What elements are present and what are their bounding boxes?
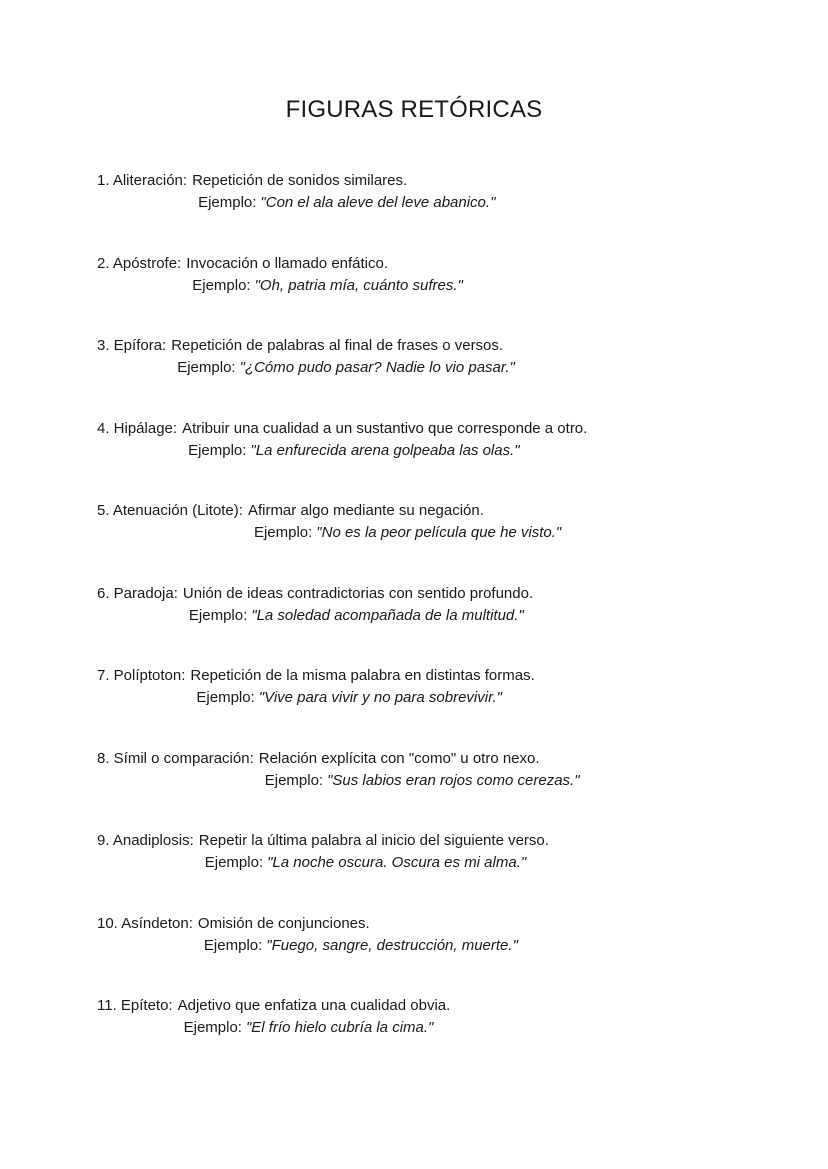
figure-term: 3. Epífora:	[97, 337, 167, 354]
figure-example-line	[178, 1017, 731, 1039]
figure-example-line	[186, 275, 731, 297]
example-text: "Con el ala aleve del leve abanico."	[260, 194, 496, 211]
example-label: Ejemplo:	[188, 606, 248, 624]
example-text: "La soledad acompañada de la multitud."	[251, 606, 524, 624]
list-item	[97, 418, 731, 462]
figure-example-line	[190, 687, 731, 709]
figure-definition: Invocación o llamado enfático.	[186, 254, 389, 272]
figure-term: 9. Anadiplosis:	[97, 832, 194, 849]
figure-definition: Repetir la última palabra al inicio del siguiente verso.	[198, 832, 549, 849]
example-text: "La noche oscura. Oscura es mi alma."	[267, 854, 527, 871]
figure-term: 7. Políptoton:	[97, 667, 186, 684]
example-label: Ejemplo:	[203, 936, 263, 954]
figure-term: 6. Paradoja:	[97, 584, 178, 602]
example-label: Ejemplo:	[188, 441, 247, 459]
list-item	[97, 830, 731, 874]
figure-definition: Repetición de la misma palabra en distintas formas.	[190, 667, 535, 684]
figure-example-line	[259, 770, 731, 792]
figure-definition: Omisión de conjunciones.	[197, 914, 370, 932]
figure-definition: Unión de ideas contradictorias con sentido profundo.	[182, 584, 534, 602]
figure-example-line	[199, 852, 731, 874]
figures-list	[97, 170, 731, 1039]
figure-term: 1. Aliteración:	[97, 172, 188, 189]
list-item	[97, 913, 731, 957]
page-title: FIGURAS RETÓRICAS	[285, 96, 543, 123]
figure-definition: Relación explícita con "como" u otro nexo.	[258, 749, 540, 767]
figure-definition: Atribuir una cualidad a un sustantivo que corresponde a otro.	[182, 419, 588, 437]
figure-example-line	[182, 440, 731, 462]
example-label: Ejemplo:	[264, 771, 324, 789]
figure-term: 11. Epíteto:	[97, 997, 173, 1014]
figure-example-line	[183, 605, 731, 627]
figure-definition: Adjetivo que enfatiza una cualidad obvia.	[177, 997, 451, 1014]
example-text: "Vive para vivir y no para sobrevivir."	[258, 689, 503, 706]
list-item	[97, 995, 731, 1039]
figure-term: 4. Hipálage:	[97, 419, 178, 437]
example-text: "La enfurecida arena golpeaba las olas."	[250, 441, 520, 459]
example-label: Ejemplo:	[204, 854, 264, 871]
example-label: Ejemplo:	[253, 524, 313, 541]
list-item	[97, 335, 731, 379]
example-label: Ejemplo:	[198, 194, 257, 211]
example-text: "Fuego, sangre, destrucción, muerte."	[266, 936, 518, 954]
figure-definition: Afirmar algo mediante su negación.	[247, 502, 484, 519]
list-item	[97, 253, 731, 297]
list-item	[97, 748, 731, 792]
list-item	[97, 170, 731, 214]
figure-example-line	[248, 522, 731, 544]
example-text: "Oh, patria mía, cuánto sufres."	[254, 276, 463, 294]
list-item	[97, 583, 731, 627]
example-text: "No es la peor película que he visto."	[316, 524, 562, 541]
example-label: Ejemplo:	[183, 1019, 242, 1036]
figure-term: 10. Asíndeton:	[97, 914, 193, 932]
example-label: Ejemplo:	[177, 359, 236, 376]
figure-example-line	[192, 192, 731, 214]
list-item	[97, 500, 731, 544]
figure-definition: Repetición de sonidos similares.	[192, 172, 408, 189]
figure-definition: Repetición de palabras al final de frases o versos.	[171, 337, 504, 354]
example-text: "El frío hielo cubría la cima."	[245, 1019, 434, 1036]
figure-term: 5. Atenuación (Litote):	[97, 502, 243, 519]
figure-example-line	[171, 357, 731, 379]
example-label: Ejemplo:	[192, 276, 251, 294]
example-text: "¿Cómo pudo pasar? Nadie lo vio pasar."	[239, 359, 515, 376]
example-text: "Sus labios eran rojos como cerezas."	[327, 771, 580, 789]
figure-term: 2. Apóstrofe:	[97, 254, 182, 272]
example-label: Ejemplo:	[196, 689, 255, 706]
figure-example-line	[198, 935, 731, 957]
list-item	[97, 665, 731, 709]
figure-term: 8. Símil o comparación:	[97, 749, 254, 767]
